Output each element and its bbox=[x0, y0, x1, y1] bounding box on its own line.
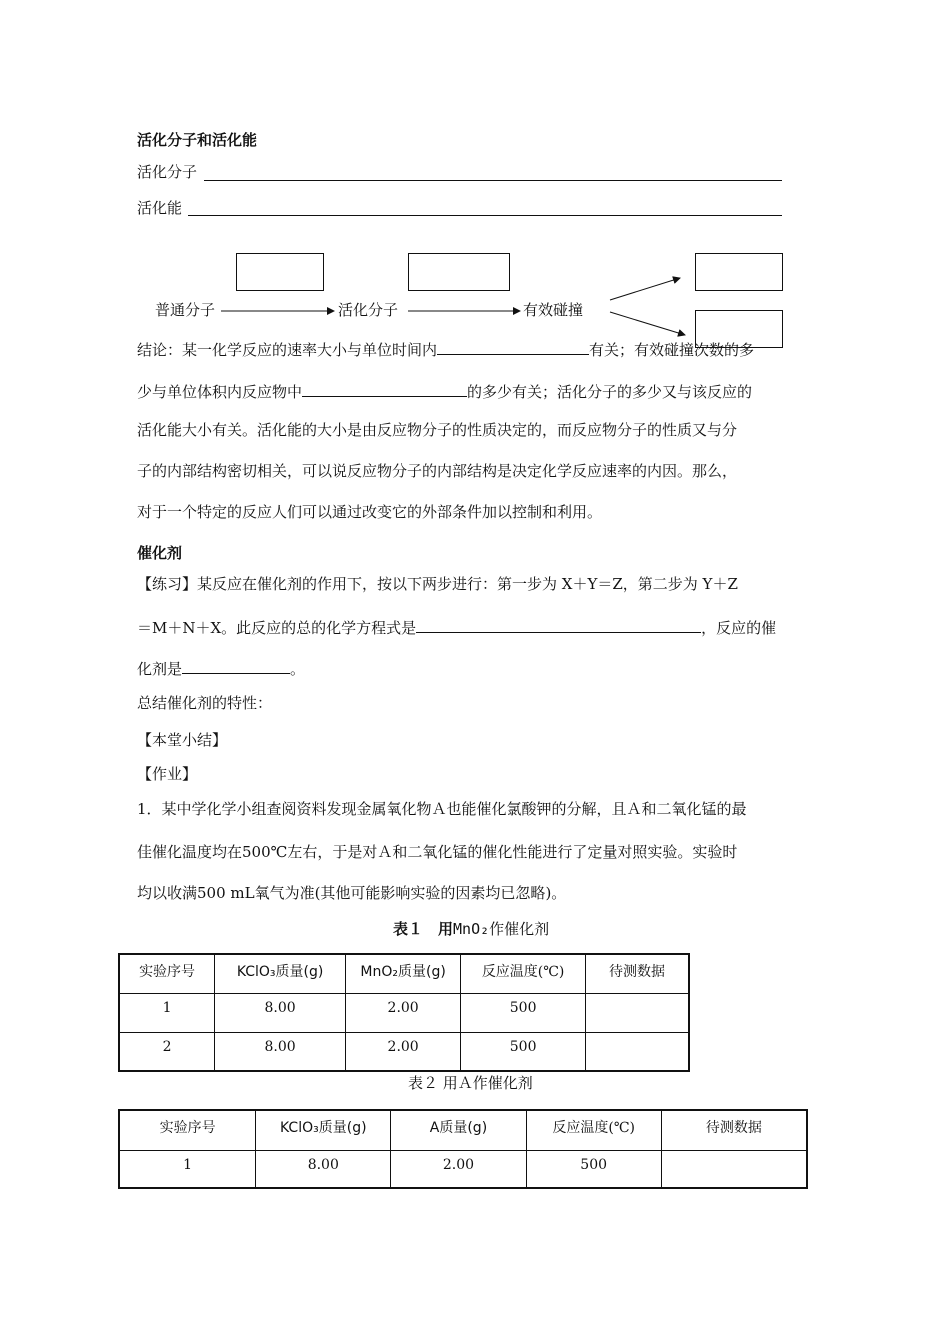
table2-header-cell: 实验序号 bbox=[119, 1110, 256, 1150]
table2-header-row bbox=[119, 1110, 807, 1150]
table1-caption: 表１ 用MnO₂作催化剂 bbox=[393, 920, 550, 938]
table2-cell: 1 bbox=[119, 1150, 256, 1188]
table1-cell: 2.00 bbox=[346, 993, 461, 1032]
table-mno2 bbox=[118, 953, 690, 1072]
homework-label: 【作业】 bbox=[137, 765, 198, 783]
conclusion-line-3: 活化能大小有关。活化能的大小是由反应物分子的性质决定的，而反应物分子的性质又与分 bbox=[137, 421, 738, 439]
blank-conclusion-2[interactable] bbox=[302, 382, 467, 397]
table1-cell: 8.00 bbox=[215, 1032, 346, 1071]
blank-overall-equation[interactable] bbox=[416, 618, 701, 633]
table1-cell: 500 bbox=[461, 1032, 586, 1071]
diagram-active-molecule: 活化分子 bbox=[338, 301, 399, 319]
table1-cell-pending[interactable] bbox=[585, 1032, 689, 1071]
table1-header-cell: KClO₃质量(g) bbox=[215, 954, 346, 993]
homework-line-1: 1．某中学化学小组查阅资料发现金属氧化物Ａ也能催化氯酸钾的分解，且Ａ和二氧化锰的最 bbox=[137, 800, 747, 818]
table2-header-cell: 待测数据 bbox=[661, 1110, 807, 1150]
exercise-line-2: ＝M＋N＋X。此反应的总的化学方程式是 ，反应的催 bbox=[137, 619, 777, 637]
diagram-normal-molecule: 普通分子 bbox=[155, 301, 216, 319]
table1-header-cell: 待测数据 bbox=[585, 954, 689, 993]
arrow-collision-up bbox=[610, 278, 680, 300]
table2-header-cell: A质量(g) bbox=[391, 1110, 526, 1150]
table1-header-cell: 反应温度(℃) bbox=[461, 954, 586, 993]
table1-header-row bbox=[119, 954, 689, 993]
blank-catalyst[interactable] bbox=[182, 659, 290, 674]
diagram-effective-collision: 有效碰撞 bbox=[523, 301, 584, 319]
table2-cell-pending[interactable] bbox=[661, 1150, 807, 1188]
exercise-line-1: 【练习】某反应在催化剂的作用下，按以下两步进行：第一步为 X＋Y＝Z，第二步为 Y＋Z bbox=[137, 575, 738, 593]
label-active-molecule: 活化分子 bbox=[137, 163, 198, 181]
table2-caption: 表２ 用Ａ作催化剂 bbox=[408, 1074, 533, 1092]
table1-header-cell: 实验序号 bbox=[119, 954, 215, 993]
conclusion-line-1: 结论：某一化学反应的速率大小与单位时间内 有关；有效碰撞次数的多 bbox=[137, 341, 755, 359]
table2-cell: 500 bbox=[526, 1150, 661, 1188]
table2-header-cell: 反应温度(℃) bbox=[526, 1110, 661, 1150]
table2-header-cell: KClO₃质量(g) bbox=[256, 1110, 391, 1150]
lesson-summary-label: 【本堂小结】 bbox=[137, 731, 228, 749]
table1-cell: 500 bbox=[461, 993, 586, 1032]
table-catalyst-a bbox=[118, 1109, 808, 1189]
blank-conclusion-1[interactable] bbox=[437, 340, 589, 355]
arrow-collision-down bbox=[610, 312, 685, 335]
table-row bbox=[119, 993, 689, 1032]
catalyst-properties-label: 总结催化剂的特性： bbox=[137, 694, 273, 712]
conclusion-line-4: 子的内部结构密切相关，可以说反应物分子的内部结构是决定化学反应速率的内因。那么， bbox=[137, 462, 738, 480]
table1-cell: 8.00 bbox=[215, 993, 346, 1032]
section-title-catalyst: 催化剂 bbox=[137, 544, 183, 562]
table1-cell: 1 bbox=[119, 993, 215, 1032]
section-title-activation: 活化分子和活化能 bbox=[137, 131, 258, 149]
label-activation-energy: 活化能 bbox=[137, 199, 183, 217]
homework-line-3: 均以收满500 mL氧气为准(其他可能影响实验的因素均已忽略)。 bbox=[137, 884, 567, 902]
exercise-line-3: 化剂是 。 bbox=[137, 660, 306, 678]
conclusion-line-2: 少与单位体积内反应物中 的多少有关；活化分子的多少又与该反应的 bbox=[137, 383, 753, 401]
table2-cell: 2.00 bbox=[391, 1150, 526, 1188]
conclusion-line-5: 对于一个特定的反应人们可以通过改变它的外部条件加以控制和利用。 bbox=[137, 503, 603, 521]
table1-cell: 2.00 bbox=[346, 1032, 461, 1071]
table-row bbox=[119, 1032, 689, 1071]
table2-cell: 8.00 bbox=[256, 1150, 391, 1188]
table1-cell: 2 bbox=[119, 1032, 215, 1071]
table1-cell-pending[interactable] bbox=[585, 993, 689, 1032]
table-row bbox=[119, 1150, 807, 1188]
homework-line-2: 佳催化温度均在500℃左右，于是对Ａ和二氧化锰的催化性能进行了定量对照实验。实验时 bbox=[137, 843, 738, 861]
table1-header-cell: MnO₂质量(g) bbox=[346, 954, 461, 993]
